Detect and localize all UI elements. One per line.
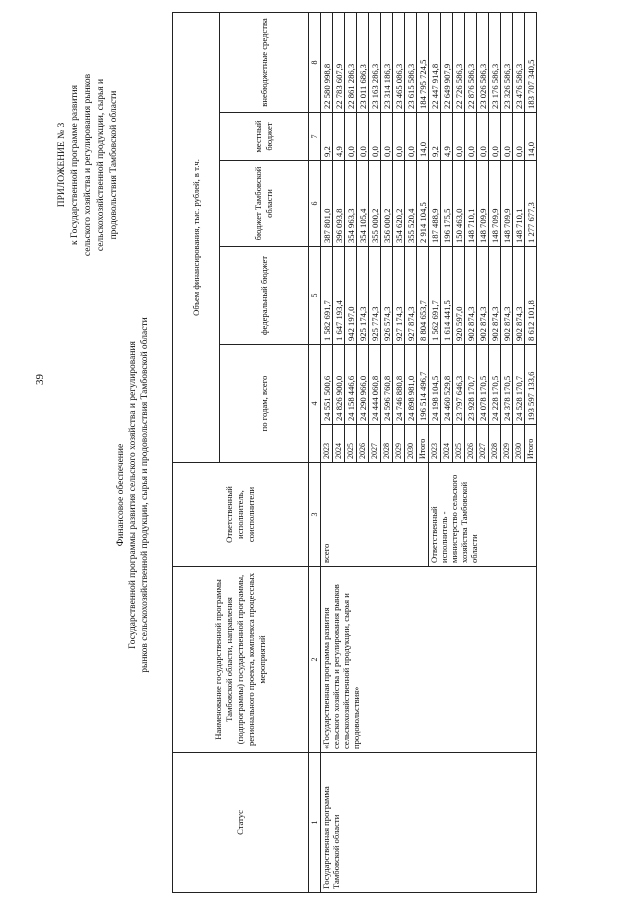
appendix-line: сельскохозяйственной продукции, сырья и: [96, 78, 106, 252]
amount-cell: 22 580 998,8: [321, 12, 333, 112]
amount-cell: 23 163 286,3: [369, 12, 381, 112]
amount-cell: 354 963,3: [345, 161, 357, 247]
amount-cell: 24 746 880,8: [393, 345, 405, 425]
amount-cell: 150 463,0: [453, 161, 465, 247]
amount-cell: 23 465 086,3: [393, 12, 405, 112]
amount-cell: 22 726 586,3: [453, 12, 465, 112]
amount-cell: 0,0: [393, 113, 405, 161]
column-number: 5: [309, 247, 321, 345]
amount-cell: 22 649 907,9: [441, 12, 453, 112]
year-cell: 2030: [405, 425, 417, 463]
year-cell: 2024: [333, 425, 345, 463]
year-cell: 2024: [441, 425, 453, 463]
amount-cell: 24 290 966,0: [357, 345, 369, 425]
year-cell: 2023: [321, 425, 333, 463]
amount-cell: 927 874,3: [405, 247, 417, 345]
amount-cell: 196 175,5: [441, 161, 453, 247]
amount-cell: 24 198 104,5: [429, 345, 441, 425]
amount-cell: 24 460 529,8: [441, 345, 453, 425]
document-title: [115, 165, 151, 825]
amount-cell: 196 514 496,7: [417, 345, 429, 425]
amount-cell: 24 551 500,6: [321, 345, 333, 425]
amount-cell: 23 176 586,3: [489, 12, 501, 112]
amount-cell: 2 914 104,5: [417, 161, 429, 247]
year-cell: 2025: [453, 425, 465, 463]
column-number: 8: [309, 12, 321, 112]
amount-cell: 8 612 101,8: [525, 247, 537, 345]
financing-table: [172, 12, 537, 893]
amount-cell: 902 874,3: [489, 247, 501, 345]
appendix-line: сельского хозяйства и регулирования рынков: [83, 73, 93, 257]
table-row: [321, 12, 333, 892]
amount-cell: 24 528 170,7: [513, 345, 525, 425]
amount-cell: 902 874,3: [465, 247, 477, 345]
year-cell: 2027: [369, 425, 381, 463]
year-cell: 2028: [489, 425, 501, 463]
amount-cell: 0,0: [405, 113, 417, 161]
amount-cell: 148 710,1: [513, 161, 525, 247]
header-volume: Объем финансирования, тыс. рублей, в т.ч.: [173, 12, 220, 462]
amount-cell: 193 597 133,6: [525, 345, 537, 425]
year-cell: 2028: [381, 425, 393, 463]
amount-cell: 902 874,3: [513, 247, 525, 345]
amount-cell: 183 707 340,5: [525, 12, 537, 112]
column-number: 2: [309, 567, 321, 753]
title-heading: Финансовое обеспечение: [116, 443, 126, 547]
year-cell: 2029: [501, 425, 513, 463]
column-number: 4: [309, 345, 321, 463]
amount-cell: 902 874,3: [501, 247, 513, 345]
amount-cell: 24 378 170,5: [501, 345, 513, 425]
amount-cell: 23 026 586,3: [477, 12, 489, 112]
year-cell: Итого: [417, 425, 429, 463]
amount-cell: 23 476 586,3: [513, 12, 525, 112]
header-regional: бюджет Тамбовской области: [220, 161, 309, 247]
year-cell: 2026: [465, 425, 477, 463]
amount-cell: 9,2: [429, 113, 441, 161]
amount-cell: 0,0: [369, 113, 381, 161]
table-body: [321, 12, 537, 892]
amount-cell: 1 647 193,4: [333, 247, 345, 345]
amount-cell: 1 614 441,5: [441, 247, 453, 345]
amount-cell: 355 520,4: [405, 161, 417, 247]
amount-cell: 0,0: [345, 113, 357, 161]
column-number: 3: [309, 463, 321, 567]
amount-cell: 1 582 691,7: [321, 247, 333, 345]
amount-cell: 23 314 186,3: [381, 12, 393, 112]
amount-cell: 396 093,8: [333, 161, 345, 247]
header-name: Наименование государственной программы Тамбовской области, направления (подпрограммы) государственной программы, регионального проекта, комплекса процессных мероприятий: [173, 567, 309, 753]
amount-cell: 355 000,2: [369, 161, 381, 247]
year-cell: 2023: [429, 425, 441, 463]
amount-cell: 24 158 446,6: [345, 345, 357, 425]
year-cell: 2026: [357, 425, 369, 463]
amount-cell: 925 174,3: [357, 247, 369, 345]
amount-cell: 9,2: [321, 113, 333, 161]
column-number: 6: [309, 161, 321, 247]
page-number: 39: [34, 374, 46, 385]
amount-cell: 920 597,0: [453, 247, 465, 345]
appendix-line: продовольствия Тамбовской области: [109, 90, 119, 240]
title-line: рынков сельскохозяйственной продукции, сырья и продовольствия Тамбовской области: [140, 317, 150, 673]
appendix-line: ПРИЛОЖЕНИЕ № 3: [57, 122, 67, 208]
amount-cell: 4,9: [441, 113, 453, 161]
amount-cell: 4,9: [333, 113, 345, 161]
amount-cell: 148 709,9: [501, 161, 513, 247]
header-local: местный бюджет: [220, 113, 309, 161]
amount-cell: 356 000,2: [381, 161, 393, 247]
amount-cell: 354 105,4: [357, 161, 369, 247]
amount-cell: 0,0: [489, 113, 501, 161]
amount-cell: 23 326 586,3: [501, 12, 513, 112]
amount-cell: 1 277 677,3: [525, 161, 537, 247]
header-federal: федеральный бюджет: [220, 247, 309, 345]
amount-cell: 24 444 060,8: [369, 345, 381, 425]
amount-cell: 8 804 653,7: [417, 247, 429, 345]
amount-cell: 0,0: [513, 113, 525, 161]
amount-cell: 184 795 724,5: [417, 12, 429, 112]
amount-cell: 0,0: [453, 113, 465, 161]
amount-cell: 24 228 170,5: [489, 345, 501, 425]
year-cell: 2030: [513, 425, 525, 463]
amount-cell: 148 709,9: [477, 161, 489, 247]
status-cell: Государственная программа Тамбовской области: [321, 753, 537, 893]
amount-cell: 148 710,1: [465, 161, 477, 247]
executor-cell: Ответственный исполнитель - министерство сельского хозяйства Тамбовской области: [429, 463, 537, 567]
amount-cell: 354 620,2: [393, 161, 405, 247]
column-number: 7: [309, 113, 321, 161]
amount-cell: 24 898 981,0: [405, 345, 417, 425]
amount-cell: 23 615 586,3: [405, 12, 417, 112]
amount-cell: 23 011 686,3: [357, 12, 369, 112]
appendix-line: к Государственной программе развития: [70, 84, 80, 246]
amount-cell: 22 861 286,3: [345, 12, 357, 112]
amount-cell: 1 562 691,7: [429, 247, 441, 345]
amount-cell: 927 174,3: [393, 247, 405, 345]
title-line: Государственной программы развития сельского хозяйства и регулирования: [128, 341, 138, 649]
amount-cell: 24 596 760,8: [381, 345, 393, 425]
amount-cell: 24 078 170,5: [477, 345, 489, 425]
header-executor: Ответственный исполнитель, соисполнители: [173, 463, 309, 567]
header-extra: внебюджетные средства: [220, 12, 309, 112]
amount-cell: 0,0: [381, 113, 393, 161]
amount-cell: 0,0: [465, 113, 477, 161]
amount-cell: 0,0: [357, 113, 369, 161]
amount-cell: 14,0: [417, 113, 429, 161]
amount-cell: 0,0: [477, 113, 489, 161]
header-by-years: по годам, всего: [220, 345, 309, 463]
amount-cell: 902 874,3: [477, 247, 489, 345]
year-cell: 2027: [477, 425, 489, 463]
amount-cell: 22 447 914,8: [429, 12, 441, 112]
amount-cell: 925 774,3: [369, 247, 381, 345]
amount-cell: 22 783 607,9: [333, 12, 345, 112]
year-cell: 2029: [393, 425, 405, 463]
amount-cell: 187 488,9: [429, 161, 441, 247]
amount-cell: 387 801,0: [321, 161, 333, 247]
amount-cell: 942 197,0: [345, 247, 357, 345]
appendix-block: [56, 15, 121, 315]
year-cell: 2025: [345, 425, 357, 463]
column-number: 1: [309, 753, 321, 893]
amount-cell: 926 574,3: [381, 247, 393, 345]
year-cell: Итого: [525, 425, 537, 463]
amount-cell: 23 928 170,7: [465, 345, 477, 425]
executor-cell: всего: [321, 463, 429, 567]
amount-cell: 14,0: [525, 113, 537, 161]
amount-cell: 148 709,9: [489, 161, 501, 247]
program-name-cell: «Государственная программа развития сельского хозяйства и регулирования рынков сельскохозяйственной продукции, сырья и продовольствия»: [321, 567, 537, 753]
amount-cell: 0,0: [501, 113, 513, 161]
header-status: Статус: [173, 753, 309, 893]
amount-cell: 24 826 900,0: [333, 345, 345, 425]
amount-cell: 22 876 586,3: [465, 12, 477, 112]
amount-cell: 23 797 646,3: [453, 345, 465, 425]
